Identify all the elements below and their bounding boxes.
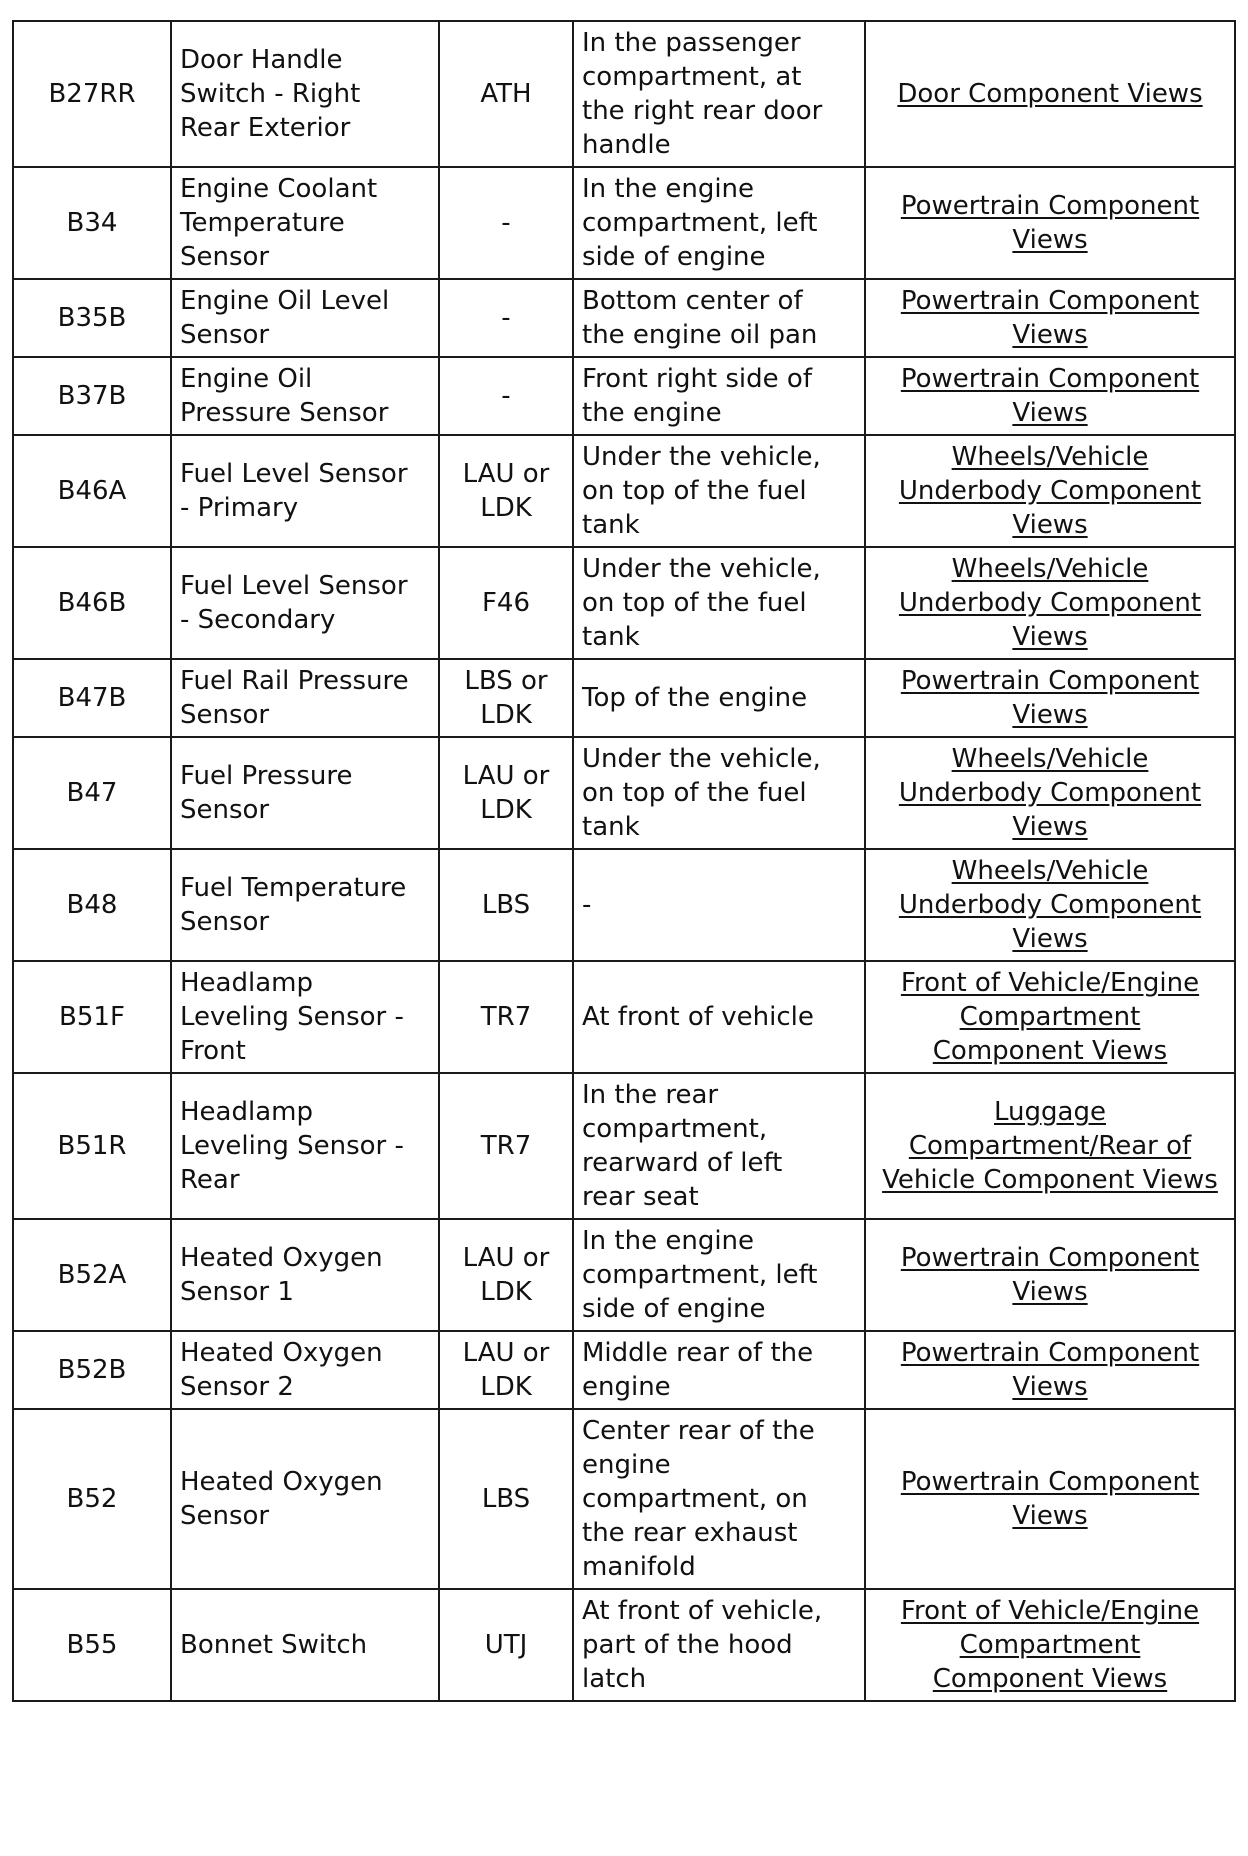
component-view-cell [865, 21, 1235, 167]
component-name: Door Handle Switch - Right Rear Exterior [171, 21, 439, 167]
component-view-cell [865, 279, 1235, 357]
component-name: Fuel Level Sensor - Primary [171, 435, 439, 547]
component-view-cell [865, 167, 1235, 279]
component-code: B46A [13, 435, 171, 547]
component-location: Under the vehicle, on top of the fuel tank [573, 737, 865, 849]
option-code: LAU or LDK [439, 435, 573, 547]
component-code: B51F [13, 961, 171, 1073]
table-row [13, 167, 1235, 279]
component-location: In the engine compartment, left side of engine [573, 1219, 865, 1331]
table-row [13, 21, 1235, 167]
component-view-cell [865, 435, 1235, 547]
option-code: LBS [439, 849, 573, 961]
option-code: LBS [439, 1409, 573, 1589]
component-view-link[interactable]: Powertrain Component Views [900, 1243, 1200, 1307]
component-code: B46B [13, 547, 171, 659]
component-view-cell [865, 659, 1235, 737]
component-code: B51R [13, 1073, 171, 1219]
table-row [13, 435, 1235, 547]
option-code: ATH [439, 21, 573, 167]
component-name: Fuel Temperature Sensor [171, 849, 439, 961]
component-view-cell [865, 1331, 1235, 1409]
component-location: Center rear of the engine compartment, on the rear exhaust manifold [573, 1409, 865, 1589]
component-view-link[interactable]: Powertrain Component Views [900, 286, 1200, 350]
component-code: B48 [13, 849, 171, 961]
option-code: LBS or LDK [439, 659, 573, 737]
component-name: Headlamp Leveling Sensor - Front [171, 961, 439, 1073]
component-view-cell [865, 1589, 1235, 1701]
component-view-link[interactable]: Wheels/Vehicle Underbody Component Views [898, 554, 1202, 652]
component-name: Fuel Rail Pressure Sensor [171, 659, 439, 737]
component-view-cell [865, 1409, 1235, 1589]
table-row [13, 659, 1235, 737]
component-code: B55 [13, 1589, 171, 1701]
option-code: F46 [439, 547, 573, 659]
option-code: UTJ [439, 1589, 573, 1701]
component-location: Under the vehicle, on top of the fuel tank [573, 547, 865, 659]
component-view-link[interactable]: Luggage Compartment/Rear of Vehicle Component Views [882, 1097, 1218, 1195]
table-row [13, 849, 1235, 961]
component-name: Bonnet Switch [171, 1589, 439, 1701]
component-view-cell [865, 849, 1235, 961]
component-view-link[interactable]: Door Component Views [897, 79, 1203, 109]
component-location: In the passenger compartment, at the right rear door handle [573, 21, 865, 167]
component-view-link[interactable]: Front of Vehicle/Engine Compartment Component Views [900, 1596, 1200, 1694]
component-view-link[interactable]: Powertrain Component Views [900, 364, 1200, 428]
option-code: TR7 [439, 1073, 573, 1219]
component-location: In the engine compartment, left side of engine [573, 167, 865, 279]
component-code: B47B [13, 659, 171, 737]
component-location: In the rear compartment, rearward of left rear seat [573, 1073, 865, 1219]
component-view-link[interactable]: Powertrain Component Views [900, 191, 1200, 255]
component-view-cell [865, 357, 1235, 435]
option-code: LAU or LDK [439, 737, 573, 849]
option-code: LAU or LDK [439, 1219, 573, 1331]
component-name: Engine Oil Pressure Sensor [171, 357, 439, 435]
component-name: Heated Oxygen Sensor 1 [171, 1219, 439, 1331]
component-name: Fuel Pressure Sensor [171, 737, 439, 849]
component-view-link[interactable]: Front of Vehicle/Engine Compartment Component Views [900, 968, 1200, 1066]
component-code: B27RR [13, 21, 171, 167]
component-name: Engine Oil Level Sensor [171, 279, 439, 357]
table-row [13, 357, 1235, 435]
table-row [13, 1219, 1235, 1331]
component-location: Under the vehicle, on top of the fuel tank [573, 435, 865, 547]
component-location: At front of vehicle, part of the hood latch [573, 1589, 865, 1701]
component-code: B35B [13, 279, 171, 357]
table-row [13, 1331, 1235, 1409]
component-view-link[interactable]: Powertrain Component Views [900, 1338, 1200, 1402]
component-code: B47 [13, 737, 171, 849]
component-view-link[interactable]: Powertrain Component Views [900, 1467, 1200, 1531]
component-name: Headlamp Leveling Sensor - Rear [171, 1073, 439, 1219]
component-location: Bottom center of the engine oil pan [573, 279, 865, 357]
component-view-cell [865, 1219, 1235, 1331]
component-view-cell [865, 737, 1235, 849]
component-view-link[interactable]: Wheels/Vehicle Underbody Component Views [898, 442, 1202, 540]
option-code: LAU or LDK [439, 1331, 573, 1409]
table-row [13, 279, 1235, 357]
component-location: Top of the engine [573, 659, 865, 737]
component-name: Heated Oxygen Sensor [171, 1409, 439, 1589]
component-location: Front right side of the engine [573, 357, 865, 435]
component-view-cell [865, 961, 1235, 1073]
table-row [13, 1073, 1235, 1219]
component-location: At front of vehicle [573, 961, 865, 1073]
table-row [13, 1409, 1235, 1589]
option-code: - [439, 279, 573, 357]
component-location: Middle rear of the engine [573, 1331, 865, 1409]
option-code: - [439, 357, 573, 435]
option-code: TR7 [439, 961, 573, 1073]
table-row [13, 1589, 1235, 1701]
component-view-link[interactable]: Powertrain Component Views [900, 666, 1200, 730]
component-view-link[interactable]: Wheels/Vehicle Underbody Component Views [898, 744, 1202, 842]
table-row [13, 737, 1235, 849]
component-code: B34 [13, 167, 171, 279]
component-view-link[interactable]: Wheels/Vehicle Underbody Component Views [898, 856, 1202, 954]
component-name: Engine Coolant Temperature Sensor [171, 167, 439, 279]
component-locator-table [12, 20, 1236, 1702]
component-code: B52A [13, 1219, 171, 1331]
component-view-cell [865, 1073, 1235, 1219]
component-location: - [573, 849, 865, 961]
table-row [13, 547, 1235, 659]
table-body [13, 21, 1235, 1701]
table-row [13, 961, 1235, 1073]
option-code: - [439, 167, 573, 279]
component-code: B52 [13, 1409, 171, 1589]
component-view-cell [865, 547, 1235, 659]
component-code: B52B [13, 1331, 171, 1409]
component-code: B37B [13, 357, 171, 435]
component-name: Fuel Level Sensor - Secondary [171, 547, 439, 659]
component-name: Heated Oxygen Sensor 2 [171, 1331, 439, 1409]
